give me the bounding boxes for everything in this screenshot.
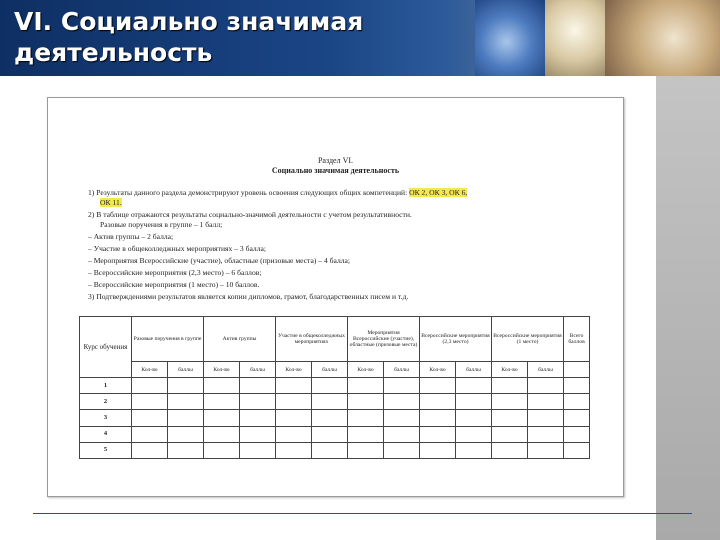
row-number: 3 bbox=[80, 410, 132, 426]
row-number: 4 bbox=[80, 426, 132, 442]
results-table bbox=[79, 316, 590, 459]
score-item: – Актив группы – 2 балла; bbox=[88, 232, 174, 241]
count-subheader: Кол-во bbox=[492, 362, 528, 378]
item-1: 1) Результаты данного раздела демонстрируют уровень освоения следующих общих компетенций: ОК 2, ОК 3, ОК 6, bbox=[88, 188, 468, 197]
row-number: 1 bbox=[80, 378, 132, 394]
competencies-highlight-end: ОК 11. bbox=[100, 198, 122, 207]
table-row bbox=[80, 378, 590, 394]
points-subheader: баллы bbox=[240, 362, 276, 378]
score-item: – Мероприятия Всероссийские (участие), областные (призовые места) – 4 балла; bbox=[88, 256, 351, 265]
points-subheader: баллы bbox=[312, 362, 348, 378]
table-subheader-row bbox=[80, 362, 590, 378]
course-header: Курс обучения bbox=[80, 317, 132, 378]
total-cell bbox=[564, 362, 590, 378]
globe-decoration bbox=[475, 0, 545, 76]
count-subheader: Кол-во bbox=[132, 362, 168, 378]
item-2: 2) В таблице отражаются результаты социально-значимой деятельности с учетом результативности. bbox=[88, 210, 412, 219]
count-subheader: Кол-во bbox=[204, 362, 240, 378]
bottom-divider bbox=[33, 513, 692, 514]
column-header: Разовые поручения в группе bbox=[132, 317, 204, 362]
column-header: Мероприятия Всероссийские (участие), областные (призовые места) bbox=[348, 317, 420, 362]
right-side-bar bbox=[656, 76, 720, 540]
count-subheader: Кол-во bbox=[348, 362, 384, 378]
title-banner bbox=[0, 0, 720, 76]
table-header-row bbox=[80, 317, 590, 362]
count-subheader: Кол-во bbox=[420, 362, 456, 378]
column-header: Всероссийские мероприятия (2,3 место) bbox=[420, 317, 492, 362]
score-item: – Всероссийские мероприятия (1 место) – 10 баллов. bbox=[88, 280, 260, 289]
table-row bbox=[80, 442, 590, 458]
total-header: Всего баллов bbox=[564, 317, 590, 362]
points-subheader: баллы bbox=[456, 362, 492, 378]
competencies-highlight: ОК 2, ОК 3, ОК 6, bbox=[409, 188, 468, 197]
item-1-continued bbox=[100, 198, 122, 207]
column-header: Участие в общеколледжных мероприятиях bbox=[276, 317, 348, 362]
points-subheader: баллы bbox=[528, 362, 564, 378]
scores-intro: Разовые поручения в группе – 1 балл; bbox=[100, 220, 223, 229]
column-header: Актив группы bbox=[204, 317, 276, 362]
points-subheader: баллы bbox=[384, 362, 420, 378]
coins-decoration bbox=[545, 0, 605, 76]
desk-decoration bbox=[605, 0, 720, 76]
table-row bbox=[80, 394, 590, 410]
row-number: 5 bbox=[80, 442, 132, 458]
table-row bbox=[80, 426, 590, 442]
points-subheader: баллы bbox=[168, 362, 204, 378]
item-3: 3) Подтверждениями результатов является копии дипломов, грамот, благодарственных писем и т.д. bbox=[88, 292, 409, 301]
section-label: Раздел VI. bbox=[317, 156, 354, 165]
row-number: 2 bbox=[80, 394, 132, 410]
count-subheader: Кол-во bbox=[276, 362, 312, 378]
table-row bbox=[80, 410, 590, 426]
section-title: Социально значимая деятельность bbox=[271, 166, 400, 175]
column-header: Всероссийские мероприятия (1 место) bbox=[492, 317, 564, 362]
score-item: – Участие в общеколледжных мероприятиях – 3 балла; bbox=[88, 244, 266, 253]
slide-title: VI. Социально значимая деятельность bbox=[14, 7, 364, 67]
document-image bbox=[47, 97, 624, 497]
score-item: – Всероссийские мероприятия (2,3 место) – 6 баллов; bbox=[88, 268, 262, 277]
